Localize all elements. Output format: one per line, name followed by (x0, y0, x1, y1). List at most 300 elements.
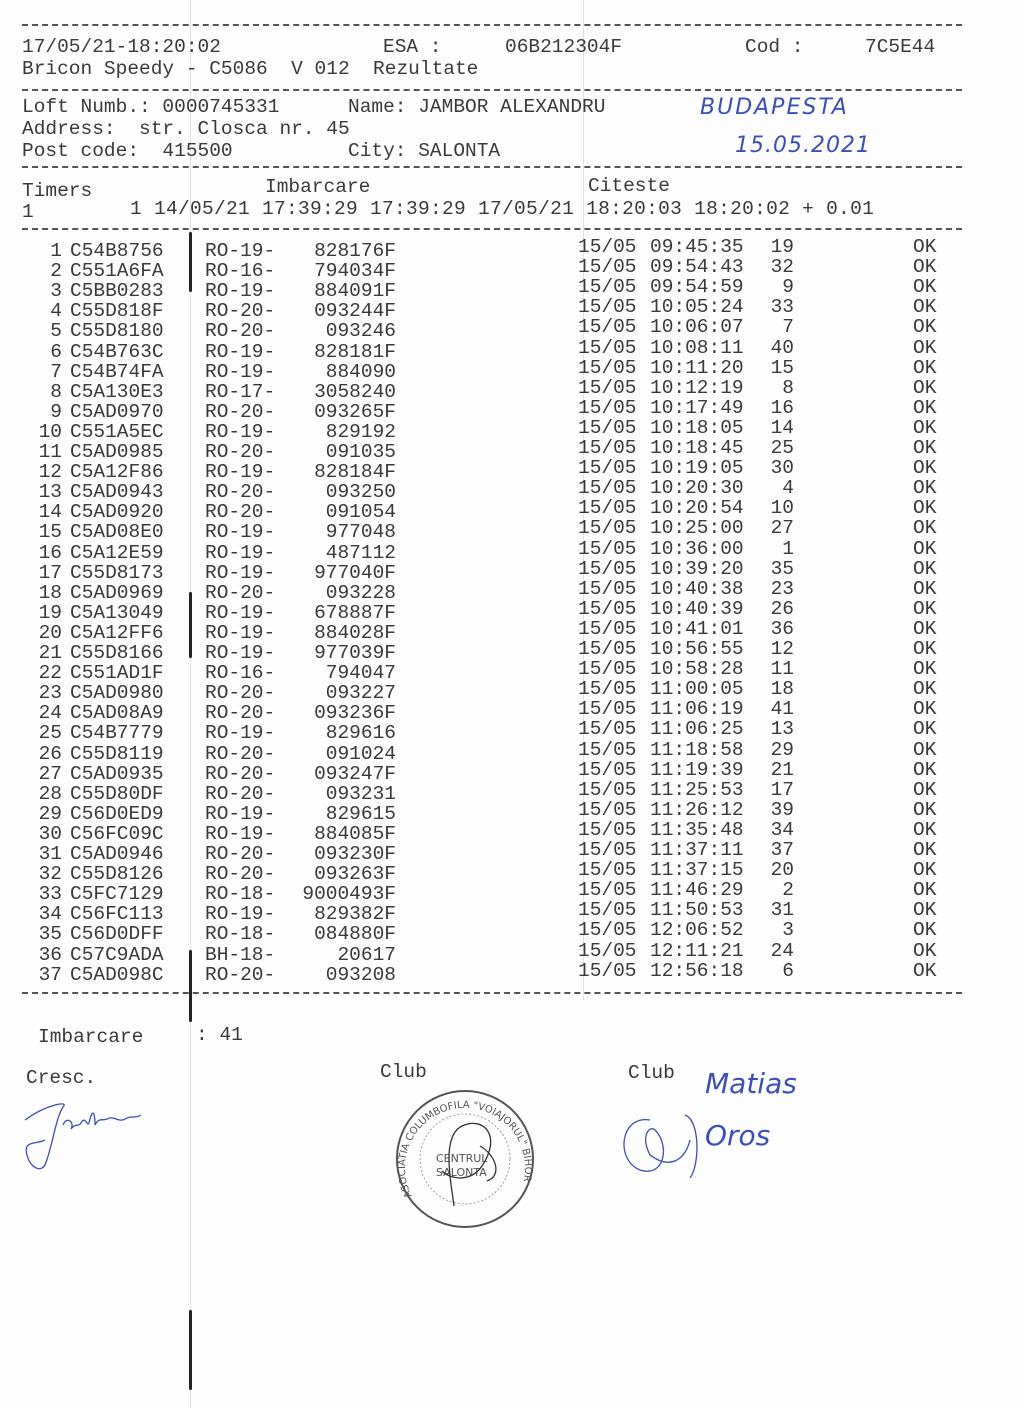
arrival-date: 15/05 (578, 899, 637, 922)
arrival-date: 15/05 (578, 256, 637, 279)
row-number: 24 (38, 702, 62, 725)
ring-prefix: RO-19- (205, 280, 276, 303)
status: OK (913, 617, 937, 640)
status: OK (913, 939, 937, 962)
rank: 26 (770, 597, 794, 620)
ring-prefix: RO-19- (205, 521, 276, 544)
esa-label: ESA : (383, 36, 442, 58)
arrival-date: 15/05 (578, 336, 637, 359)
row-number: 6 (50, 340, 62, 363)
rank: 9 (782, 276, 794, 299)
ring-prefix: RO-17- (205, 380, 276, 403)
owner-city: City: SALONTA (348, 140, 501, 162)
club-stamp (392, 1086, 542, 1234)
row-number: 13 (38, 481, 62, 504)
status: OK (913, 236, 937, 258)
pigeon-chip-id: C54B8756 (70, 240, 164, 262)
ring-prefix: RO-20- (205, 863, 276, 886)
arrival-date: 15/05 (578, 678, 637, 701)
ring-prefix: RO-18- (205, 883, 276, 906)
signature-club-flourish (610, 1090, 710, 1200)
rank: 36 (770, 617, 794, 640)
row-number: 34 (38, 903, 62, 926)
arrival-time: 10:06:07 (650, 316, 744, 339)
arrival-date: 15/05 (578, 738, 637, 761)
pigeon-chip-id: C5AD0946 (70, 843, 164, 865)
rank: 15 (770, 356, 794, 379)
pigeon-chip-id: C54B74FA (70, 360, 164, 383)
row-number: 16 (38, 541, 62, 564)
owner-address: Address: str. Closca nr. 45 (22, 118, 350, 140)
ring-number: 487112 (325, 541, 396, 564)
rank: 31 (770, 899, 794, 922)
pigeon-chip-id: C54B763C (70, 340, 164, 363)
status: OK (913, 778, 937, 801)
post-code: Post code: 415500 (22, 140, 233, 162)
rank: 21 (770, 758, 794, 781)
ring-number: 977040F (314, 561, 396, 584)
arrival-date: 15/05 (578, 959, 637, 982)
arrival-time: 10:18:05 (650, 416, 744, 439)
arrival-time: 12:06:52 (650, 919, 744, 942)
ring-number: 093250 (325, 481, 396, 504)
ring-prefix: RO-19- (205, 903, 276, 926)
arrival-date: 15/05 (578, 276, 637, 299)
arrival-date: 15/05 (578, 376, 637, 399)
status: OK (913, 396, 937, 419)
ring-prefix: RO-20- (205, 441, 276, 463)
row-number: 35 (38, 923, 62, 946)
pigeon-chip-id: C5AD0943 (70, 481, 164, 504)
divider (22, 228, 962, 230)
ring-number: 794047 (325, 662, 396, 685)
rank: 23 (770, 577, 794, 600)
ring-number: 884091F (314, 280, 396, 303)
ring-prefix: RO-19- (205, 822, 276, 845)
row-number: 9 (50, 400, 62, 423)
row-number: 17 (38, 561, 62, 584)
ring-prefix: RO-16- (205, 260, 276, 283)
row-number: 30 (38, 822, 62, 845)
arrival-time: 10:19:05 (650, 457, 744, 480)
rank: 10 (770, 497, 794, 520)
rank: 32 (770, 256, 794, 279)
row-number: 14 (38, 501, 62, 524)
rank: 18 (770, 678, 794, 701)
ring-number: 093265F (314, 400, 396, 423)
imbarcare-header: Imbarcare (265, 176, 371, 198)
rank: 11 (770, 658, 794, 681)
svg-text:SALONTA: SALONTA (436, 1166, 487, 1179)
ring-number: 093246 (325, 320, 396, 343)
ring-number: 093208 (325, 963, 396, 986)
status: OK (913, 818, 937, 841)
rank: 41 (770, 698, 794, 721)
pigeon-chip-id: C5A12F86 (70, 461, 164, 484)
ring-prefix: RO-20- (205, 843, 276, 865)
arrival-time: 10:25:00 (650, 517, 744, 540)
rank: 37 (770, 839, 794, 861)
arrival-time: 11:18:58 (650, 738, 744, 761)
row-number: 36 (38, 943, 62, 966)
ring-number: 884090 (325, 360, 396, 383)
arrival-time: 10:36:00 (650, 537, 744, 560)
status: OK (913, 356, 937, 379)
pigeon-chip-id: C5AD0985 (70, 441, 164, 463)
arrival-date: 15/05 (578, 557, 637, 580)
ring-prefix: RO-20- (205, 702, 276, 725)
row-number: 37 (38, 963, 62, 986)
pigeon-chip-id: C5BB0283 (70, 280, 164, 303)
scan-mark (189, 592, 192, 658)
ring-prefix: RO-19- (205, 360, 276, 383)
arrival-date: 15/05 (578, 577, 637, 600)
ring-number: 084880F (314, 923, 396, 946)
status: OK (913, 256, 937, 279)
ring-prefix: RO-20- (205, 963, 276, 986)
arrival-date: 15/05 (578, 497, 637, 520)
ring-prefix: RO-16- (205, 662, 276, 685)
timer-number: 1 (22, 201, 34, 223)
pigeon-chip-id: C56FC09C (70, 822, 164, 845)
row-number: 29 (38, 802, 62, 825)
pigeon-chip-id: C55D8166 (70, 642, 164, 664)
arrival-date: 15/05 (578, 919, 637, 942)
rank: 29 (770, 738, 794, 761)
ring-prefix: RO-20- (205, 481, 276, 504)
rank: 35 (770, 557, 794, 580)
arrival-time: 10:41:01 (650, 617, 744, 640)
arrival-time: 10:18:45 (650, 437, 744, 459)
row-number: 27 (38, 762, 62, 785)
arrival-date: 15/05 (578, 437, 637, 459)
pigeon-chip-id: C551A6FA (70, 260, 164, 283)
arrival-date: 15/05 (578, 658, 637, 681)
row-number: 23 (38, 682, 62, 705)
pigeon-chip-id: C5A12FF6 (70, 621, 164, 644)
row-number: 21 (38, 642, 62, 664)
ring-number: 829192 (325, 420, 396, 443)
svg-text:CENTRUL: CENTRUL (436, 1152, 488, 1165)
row-number: 2 (50, 260, 62, 283)
ring-number: 093227 (325, 682, 396, 705)
pigeon-chip-id: C56D0DFF (70, 923, 164, 946)
status: OK (913, 376, 937, 399)
arrival-date: 15/05 (578, 698, 637, 721)
ring-number: 093244F (314, 300, 396, 323)
arrival-time: 12:56:18 (650, 959, 744, 982)
divider (22, 992, 962, 994)
status: OK (913, 537, 937, 560)
row-number: 18 (38, 581, 62, 604)
status: OK (913, 879, 937, 902)
ring-prefix: RO-19- (205, 240, 276, 262)
status: OK (913, 316, 937, 339)
pigeon-chip-id: C55D80DF (70, 782, 164, 805)
ring-number: 828176F (314, 240, 396, 262)
rank: 39 (770, 798, 794, 821)
rank: 3 (782, 919, 794, 942)
svg-text:ASOCIATIA COLUMBOFILA "VOIAJOR: ASOCIATIA COLUMBOFILA "VOIAJORUL" BIHOR (396, 1099, 534, 1200)
status: OK (913, 919, 937, 942)
status: OK (913, 738, 937, 761)
status: OK (913, 758, 937, 781)
ring-number: 20617 (337, 943, 396, 966)
signature-club: Matias Oros (705, 1067, 806, 1152)
ring-prefix: RO-20- (205, 300, 276, 323)
ring-prefix: RO-19- (205, 461, 276, 484)
ring-number: 091024 (325, 742, 396, 765)
rank: 16 (770, 396, 794, 419)
pigeon-chip-id: C551A5EC (70, 420, 164, 443)
rank: 4 (782, 477, 794, 500)
arrival-date: 15/05 (578, 457, 637, 480)
ring-prefix: RO-19- (205, 541, 276, 564)
pigeon-chip-id: C5A13049 (70, 601, 164, 624)
row-number: 31 (38, 843, 62, 865)
pigeon-chip-id: C54B7779 (70, 722, 164, 745)
pigeon-chip-id: C55D8173 (70, 561, 164, 584)
arrival-time: 10:05:24 (650, 296, 744, 319)
arrival-time: 10:58:28 (650, 658, 744, 681)
arrival-date: 15/05 (578, 316, 637, 339)
arrival-time: 10:08:11 (650, 336, 744, 359)
arrival-date: 15/05 (578, 879, 637, 902)
rank: 1 (782, 537, 794, 560)
status: OK (913, 416, 937, 439)
status: OK (913, 296, 937, 319)
club-label: Club (380, 1061, 427, 1083)
ring-number: 678887F (314, 601, 396, 624)
ring-prefix: RO-20- (205, 782, 276, 805)
loft-number: Loft Numb.: 0000745331 (22, 96, 280, 118)
pigeon-chip-id: C55D8119 (70, 742, 164, 765)
arrival-date: 15/05 (578, 718, 637, 741)
row-number: 25 (38, 722, 62, 745)
owner-name: Name: JAMBOR ALEXANDRU (348, 96, 606, 118)
pigeon-chip-id: C55D8180 (70, 320, 164, 343)
pigeon-chip-id: C5AD08E0 (70, 521, 164, 544)
citeste-header: Citeste (588, 175, 670, 197)
arrival-time: 11:35:48 (650, 818, 744, 841)
row-number: 12 (38, 461, 62, 484)
arrival-date: 15/05 (578, 638, 637, 660)
handwritten-place: BUDAPESTA (700, 95, 849, 120)
status: OK (913, 557, 937, 580)
status: OK (913, 437, 937, 459)
scan-mark (189, 232, 192, 292)
ring-prefix: RO-20- (205, 581, 276, 604)
ring-number: 977039F (314, 642, 396, 664)
ring-number: 884085F (314, 822, 396, 845)
ring-number: 093231 (325, 782, 396, 805)
arrival-date: 15/05 (578, 617, 637, 640)
divider (22, 89, 962, 91)
arrival-time: 09:54:43 (650, 256, 744, 279)
pigeon-chip-id: C5AD08A9 (70, 702, 164, 725)
arrival-date: 15/05 (578, 597, 637, 620)
arrival-time: 11:46:29 (650, 879, 744, 902)
rank: 7 (782, 316, 794, 339)
status: OK (913, 959, 937, 982)
arrival-time: 11:06:19 (650, 698, 744, 721)
ring-prefix: RO-20- (205, 501, 276, 524)
ring-number: 091035 (325, 441, 396, 463)
row-number: 15 (38, 521, 62, 544)
status: OK (913, 718, 937, 741)
scan-mark (189, 950, 192, 1022)
ring-prefix: RO-19- (205, 621, 276, 644)
arrival-time: 09:54:59 (650, 276, 744, 299)
ring-prefix: RO-20- (205, 400, 276, 423)
arrival-date: 15/05 (578, 778, 637, 801)
arrival-time: 11:26:12 (650, 798, 744, 821)
cod-label: Cod : (745, 36, 804, 58)
arrival-time: 10:40:38 (650, 577, 744, 600)
row-number: 10 (38, 420, 62, 443)
rank: 8 (782, 376, 794, 399)
status: OK (913, 899, 937, 922)
ring-number: 093236F (314, 702, 396, 725)
ring-number: 828181F (314, 340, 396, 363)
pigeon-chip-id: C57C9ADA (70, 943, 164, 966)
divider (22, 166, 962, 168)
report-datetime: 17/05/21-18:20:02 (22, 36, 221, 58)
ring-number: 093263F (314, 863, 396, 886)
row-number: 4 (50, 300, 62, 323)
arrival-time: 10:12:19 (650, 376, 744, 399)
pigeon-chip-id: C5AD0969 (70, 581, 164, 604)
timer-line: 1 14/05/21 17:39:29 17:39:29 17/05/21 18:20:03 18:20:02 + 0.01 (130, 198, 875, 220)
arrival-date: 15/05 (578, 939, 637, 962)
rank: 24 (770, 939, 794, 962)
ring-number: 829616 (325, 722, 396, 745)
handwritten-date: 15.05.2021 (735, 133, 871, 158)
status: OK (913, 798, 937, 821)
arrival-time: 11:06:25 (650, 718, 744, 741)
ring-number: 093247F (314, 762, 396, 785)
pigeon-chip-id: C5AD0980 (70, 682, 164, 705)
arrival-date: 15/05 (578, 296, 637, 319)
scan-mark (189, 1310, 192, 1390)
arrival-time: 12:11:21 (650, 939, 744, 962)
rank: 14 (770, 416, 794, 439)
pigeon-chip-id: C5AD098C (70, 963, 164, 986)
arrival-date: 15/05 (578, 517, 637, 540)
ring-number: 093228 (325, 581, 396, 604)
row-number: 28 (38, 782, 62, 805)
status: OK (913, 597, 937, 620)
arrival-time: 10:56:55 (650, 638, 744, 660)
ring-number: 9000493F (302, 883, 396, 906)
status: OK (913, 276, 937, 299)
arrival-date: 15/05 (578, 818, 637, 841)
club-label-2: Club (628, 1062, 675, 1084)
status: OK (913, 678, 937, 701)
rank: 20 (770, 859, 794, 882)
arrival-date: 15/05 (578, 798, 637, 821)
arrival-time: 10:17:49 (650, 396, 744, 419)
ring-prefix: RO-19- (205, 601, 276, 624)
rank: 25 (770, 437, 794, 459)
arrival-date: 15/05 (578, 758, 637, 781)
ring-prefix: RO-20- (205, 742, 276, 765)
divider (22, 24, 962, 26)
arrival-time: 11:37:11 (650, 839, 744, 861)
arrival-time: 11:00:05 (650, 678, 744, 701)
ring-number: 884028F (314, 621, 396, 644)
rank: 40 (770, 336, 794, 359)
ring-number: 829615 (325, 802, 396, 825)
status: OK (913, 839, 937, 861)
rank: 34 (770, 818, 794, 841)
rank: 6 (782, 959, 794, 982)
row-number: 8 (50, 380, 62, 403)
arrival-time: 09:45:35 (650, 236, 744, 258)
status: OK (913, 457, 937, 480)
rank: 27 (770, 517, 794, 540)
status: OK (913, 658, 937, 681)
arrival-time: 10:39:20 (650, 557, 744, 580)
pigeon-chip-id: C5AD0935 (70, 762, 164, 785)
arrival-date: 15/05 (578, 477, 637, 500)
pigeon-chip-id: C5AD0920 (70, 501, 164, 524)
pigeon-chip-id: C5A12E59 (70, 541, 164, 564)
row-number: 32 (38, 863, 62, 886)
status: OK (913, 577, 937, 600)
arrival-date: 15/05 (578, 537, 637, 560)
cod-value: 7C5E44 (865, 36, 936, 58)
ring-prefix: RO-19- (205, 722, 276, 745)
rank: 30 (770, 457, 794, 480)
status: OK (913, 477, 937, 500)
arrival-time: 10:40:39 (650, 597, 744, 620)
pigeon-chip-id: C55D818F (70, 300, 164, 323)
report-subtitle: Bricon Speedy - C5086 V 012 Rezultate (22, 58, 479, 80)
pigeon-chip-id: C5AD0970 (70, 400, 164, 423)
ring-number: 977048 (325, 521, 396, 544)
timers-label: Timers (22, 180, 93, 202)
ring-prefix: RO-18- (205, 923, 276, 946)
ring-prefix: RO-19- (205, 420, 276, 443)
ring-number: 794034F (314, 260, 396, 283)
status: OK (913, 497, 937, 520)
arrival-time: 11:37:15 (650, 859, 744, 882)
ring-prefix: RO-19- (205, 561, 276, 584)
row-number: 3 (50, 280, 62, 303)
rank: 13 (770, 718, 794, 741)
ring-prefix: RO-19- (205, 340, 276, 363)
rank: 19 (770, 236, 794, 258)
status: OK (913, 859, 937, 882)
pigeon-chip-id: C55D8126 (70, 863, 164, 886)
signature-cresc (15, 1085, 155, 1175)
ring-prefix: RO-20- (205, 320, 276, 343)
arrival-date: 15/05 (578, 839, 637, 861)
row-number: 7 (50, 360, 62, 383)
arrival-date: 15/05 (578, 236, 637, 258)
rank: 12 (770, 638, 794, 660)
arrival-date: 15/05 (578, 356, 637, 379)
ring-number: 091054 (325, 501, 396, 524)
ring-prefix: RO-19- (205, 642, 276, 664)
pigeon-chip-id: C551AD1F (70, 662, 164, 685)
arrival-time: 10:11:20 (650, 356, 744, 379)
rank: 2 (782, 879, 794, 902)
status: OK (913, 698, 937, 721)
pigeon-chip-id: C56FC113 (70, 903, 164, 926)
row-number: 33 (38, 883, 62, 906)
